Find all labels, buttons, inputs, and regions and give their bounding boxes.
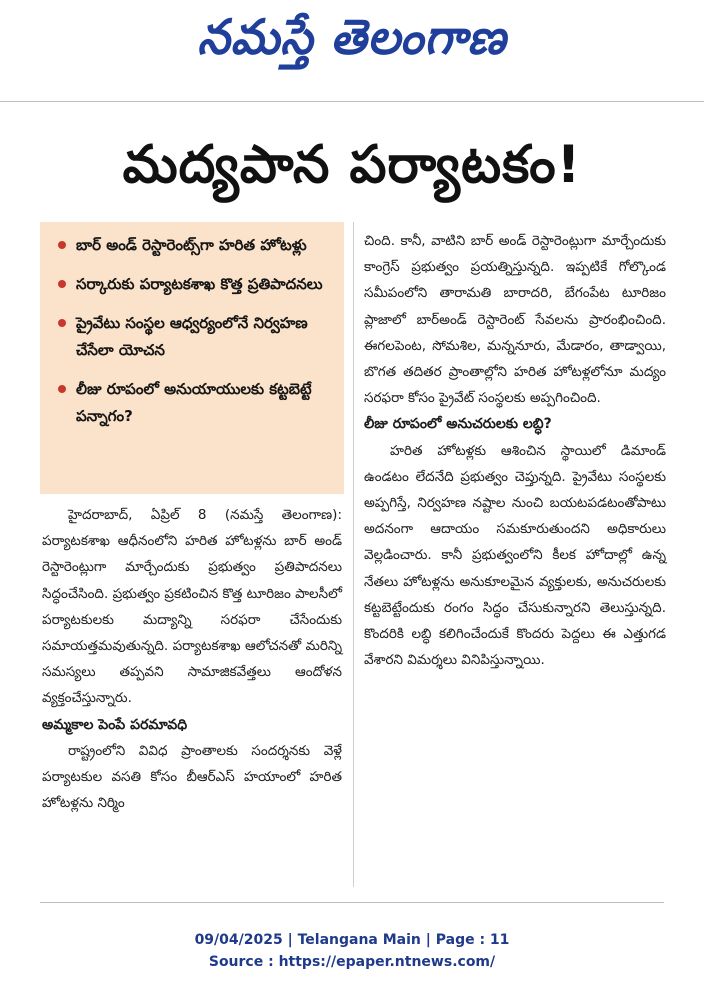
bullet-dot-icon (58, 241, 66, 249)
left-column (42, 502, 342, 816)
bullet-dot-icon (58, 280, 66, 288)
highlight-text: లీజు రూపంలో అనుయాయులకు కట్టబెట్టే పన్నాగం? (76, 380, 312, 425)
highlight-item (58, 310, 338, 364)
column-divider (353, 222, 354, 887)
footer-source-link[interactable]: Source : https://epaper.ntnews.com/ (208, 954, 496, 970)
masthead (0, 0, 704, 86)
article-headline: మద్యపాన పర్యాటకం! (122, 135, 582, 195)
footer-publication-info: 09/04/2025 | Telangana Main | Page : 11 (194, 932, 510, 948)
right-column (364, 228, 666, 673)
highlights-box (40, 222, 344, 494)
subheading: అమ్మకాల పెంపే పరమావధి (42, 716, 188, 733)
highlights-list (40, 222, 344, 430)
body-paragraph: రాష్ట్రంలోని వివిధ ప్రాంతాలకు సందర్శనకు వెళ్లే పర్యాటకుల వసతి కోసం బీఆర్‌ఎస్ హయాంలో హరిత హోటళ్లను నిర్మిం (42, 742, 342, 812)
subheading: లీజు రూపంలో అనుచరులకు లబ్ధి? (364, 416, 552, 433)
dateline-paragraph: హైదరాబాద్, ఏప్రిల్ 8 (నమస్తే తెలంగాణ): పర్యాటకశాఖ ఆధీనంలోని హరిత హోటళ్లను బార్ అండ్ రెస్టారెంట్లుగా మార్చేందుకు ప్రభుత్వం ప్రతిపాదనలు సిద్ధంచేసింది. ప్రభుత్వం ప్రకటించిన కొత్త టూరిజం పాలసీలో పర్యాటకులకు మద్యాన్ని సరఫరా చేసేందుకు సమాయత్తమవుతున్నది. పర్యాటకశాఖ ఆలోచనతో మరిన్ని సమస్యలు తప్పవని సామాజికవేత్తలు ఆందోళన వ్యక్తంచేస్తున్నారు. (42, 507, 342, 707)
highlight-item (58, 271, 338, 298)
body-paragraph: చింది. కానీ, వాటిని బార్ అండ్ రెస్టారెంట్లుగా మార్చేందుకు కాంగ్రెస్ ప్రభుత్వం ప్రయత్నిస్తున్నది. ఇప్పటికే గోల్కొండ సమీపంలోని తారామతి బారాదరి, బేగంపేట టూరిజం ప్లాజాలో బార్‌అండ్ రెస్టారెంట్ సేవలను ప్రారంభించింది. ఈగలపెంట, సోమశిల, మన్ననూరు, మేడారం, తాడ్వాయి, బొగత తదితర ప్రాంతాల్లోని హరిత హోటళ్లలోనూ మద్యం సరఫరా కోసం ప్రైవేట్ సంస్థలకు అప్పగించింది. (364, 233, 666, 407)
highlight-text: బార్ అండ్ రెస్టారెంట్స్‌గా హరిత హోటళ్లు (76, 236, 307, 254)
bullet-dot-icon (58, 385, 66, 393)
masthead-logo-text: నమస్తే తెలంగాణ (197, 8, 507, 66)
highlight-item (58, 376, 338, 430)
highlight-text: ప్రైవేటు సంస్థల ఆధ్వర్యంలోనే నిర్వహణ చేసేలా యోచన (76, 314, 308, 359)
footer (0, 929, 704, 973)
highlight-text: సర్కారుకు పర్యాటకశాఖ కొత్త ప్రతిపాదనలు (76, 275, 323, 293)
footer-divider (40, 902, 664, 903)
masthead-divider (0, 101, 704, 102)
bullet-dot-icon (58, 319, 66, 327)
body-paragraph: హరిత హోటళ్లకు ఆశించిన స్థాయిలో డిమాండ్ ఉండటం లేదనేది ప్రభుత్వం చెప్తున్నది. ప్రైవేటు సంస్థలకు అప్పగిస్తే, నిర్వహణ నష్టాల నుంచి బయటపడటంతోపాటు అదనంగా ఆదాయం సమకూరుతుందని అధికారులు వెల్లడించారు. కానీ ప్రభుత్వంలోని కీలక హోదాల్లో ఉన్న నేతలు హోటళ్లను అనుకూలమైన వ్యక్తులకు, అనుచరులకు కట్టబెట్టేందుకు రంగం సిద్ధం చేసుకున్నారని తెలుస్తున్నది. కొందరికి లబ్ధి కలిగించేందుకే కొందరు పెద్దలు ఈ ఎత్తుగడ వేశారని విమర్శలు వినిపిస్తున్నాయి. (364, 442, 666, 669)
highlight-item (58, 232, 338, 259)
